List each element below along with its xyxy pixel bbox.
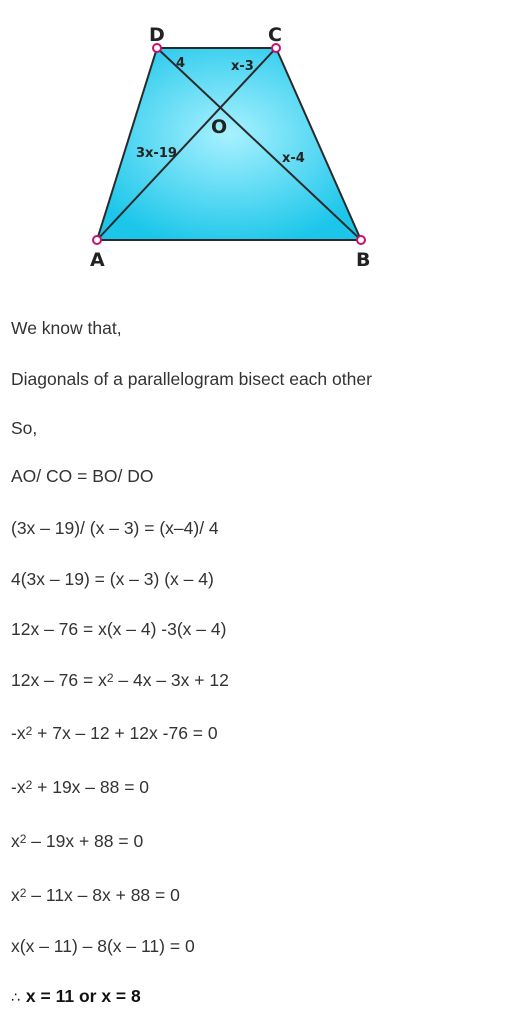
property-statement: Diagonals of a parallelogram bisect each other	[11, 369, 372, 389]
vertex-label-a: A	[90, 249, 105, 271]
vertex-label-d: D	[149, 24, 165, 46]
equation-factorised: x(x – 11) – 8(x – 11) = 0	[11, 936, 195, 956]
equation-split-middle: $x^2 - 11x - 8x + 88 = 0$	[11, 885, 180, 905]
intro-text: We know that,	[11, 318, 122, 338]
point-a	[93, 236, 101, 244]
segment-label-ao: 3x-19	[136, 146, 177, 161]
equation-expand: 12x – 76 = x(x – 4) -3(x – 4)	[11, 619, 227, 639]
so-text: So,	[11, 418, 38, 438]
segment-label-do: 4	[176, 56, 186, 71]
segment-label-co: x-3	[231, 59, 254, 74]
equation-cross-multiply: 4(3x – 19) = (x – 3) (x – 4)	[11, 569, 214, 589]
point-b	[357, 236, 365, 244]
equation-ratio: AO/ CO = BO/ DO	[11, 466, 154, 486]
equation-quadratic-3: $-x^2 + 19x - 88 = 0$	[11, 777, 150, 797]
trapezium-shape	[97, 48, 361, 240]
center-label-o: O	[211, 116, 228, 138]
equation-quadratic-1: $12x - 76 = x^2 - 4x - 3x + 12$	[11, 670, 229, 690]
equation-quadratic-4: $x^2 - 19x + 88 = 0$	[11, 831, 144, 851]
trapezium-figure	[0, 0, 515, 290]
equation-substitution: (3x – 19)/ (x – 3) = (x–4)/ 4	[11, 518, 219, 538]
therefore-symbol: ∴	[11, 989, 20, 1005]
segment-label-bo: x-4	[282, 151, 305, 166]
vertex-label-c: C	[268, 24, 282, 46]
vertex-label-b: B	[356, 249, 371, 271]
equation-quadratic-2: $-x^2 + 7x - 12 + 12x$ -76 = 0	[11, 723, 218, 743]
final-answer	[11, 986, 141, 1007]
answer-text: x = 11 or x = 8	[25, 986, 141, 1006]
